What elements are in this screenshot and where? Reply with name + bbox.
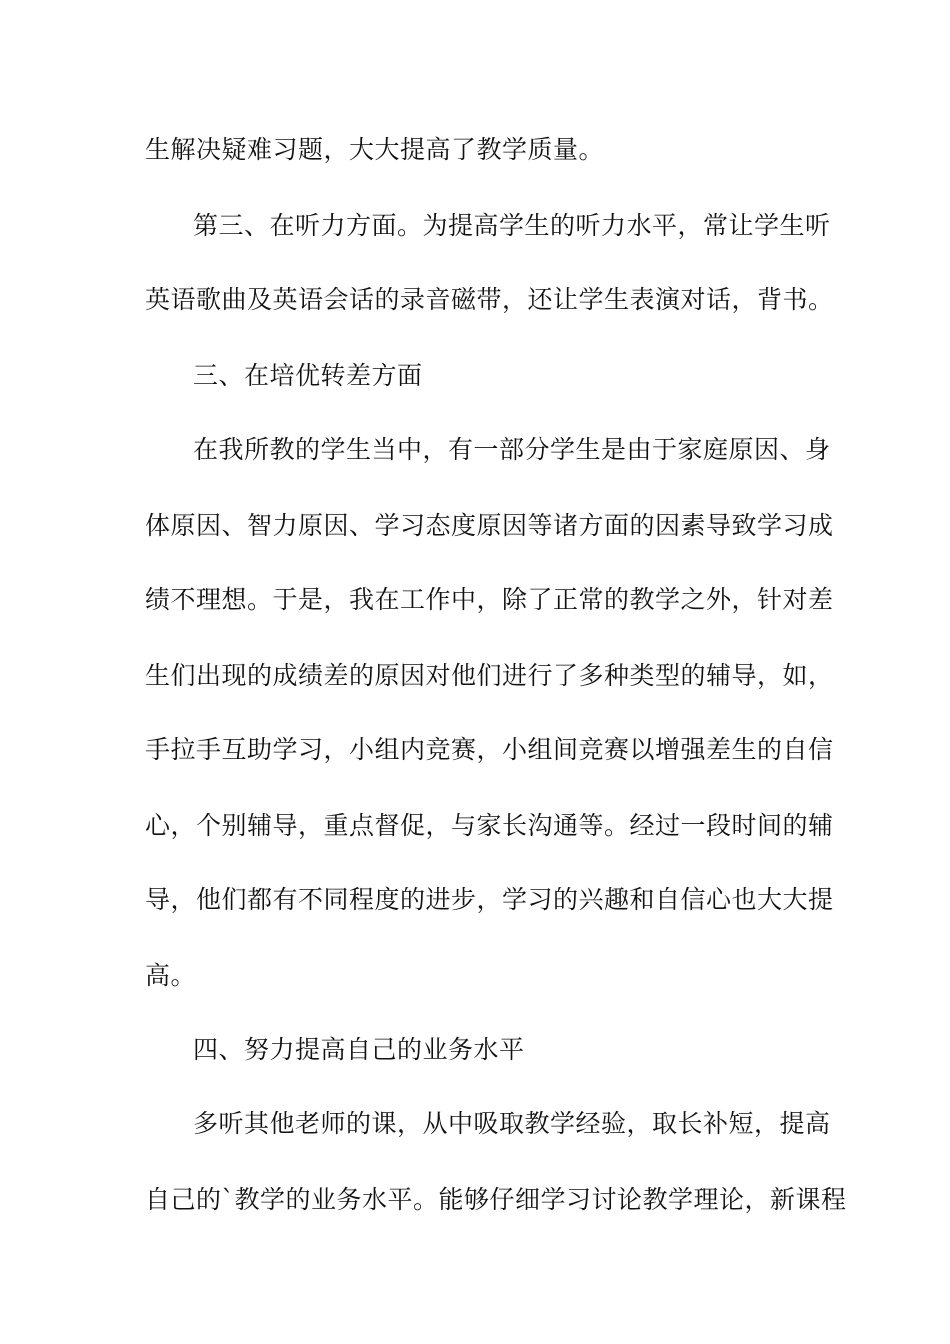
section-heading: 四、努力提高自己的业务水平	[193, 1035, 525, 1064]
section-heading: 三、在培优转差方面	[193, 361, 423, 390]
text-line: 体原因、智力原因、学习态度原因等诸方面的因素导致学习成	[145, 511, 834, 540]
text-line: 心，个别辅导，重点督促，与家长沟通等。经过一段时间的辅	[145, 811, 834, 840]
text-line: 高。	[145, 961, 197, 990]
text-line: 英语歌曲及英语会话的录音磁带，还让学生表演对话，背书。	[145, 285, 834, 314]
text-line: 生解决疑难习题，大大提高了教学质量。	[145, 135, 605, 164]
text-line: 导，他们都有不同程度的进步，学习的兴趣和自信心也大大提	[145, 885, 834, 914]
text-line: 手拉手互助学习，小组内竞赛，小组间竞赛以增强差生的自信	[145, 735, 834, 764]
text-line: 多听其他老师的课，从中吸取教学经验，取长补短，提高	[193, 1109, 831, 1138]
text-line: 在我所教的学生当中，有一部分学生是由于家庭原因、身	[193, 435, 831, 464]
text-line: 绩不理想。于是，我在工作中，除了正常的教学之外，针对差	[145, 585, 834, 614]
text-line: 自己的`教学的业务水平。能够仔细学习讨论教学理论，新课程	[145, 1185, 847, 1214]
text-line: 第三、在听力方面。为提高学生的听力水平，常让学生听	[193, 211, 831, 240]
text-line: 生们出现的成绩差的原因对他们进行了多种类型的辅导，如，	[145, 661, 834, 690]
